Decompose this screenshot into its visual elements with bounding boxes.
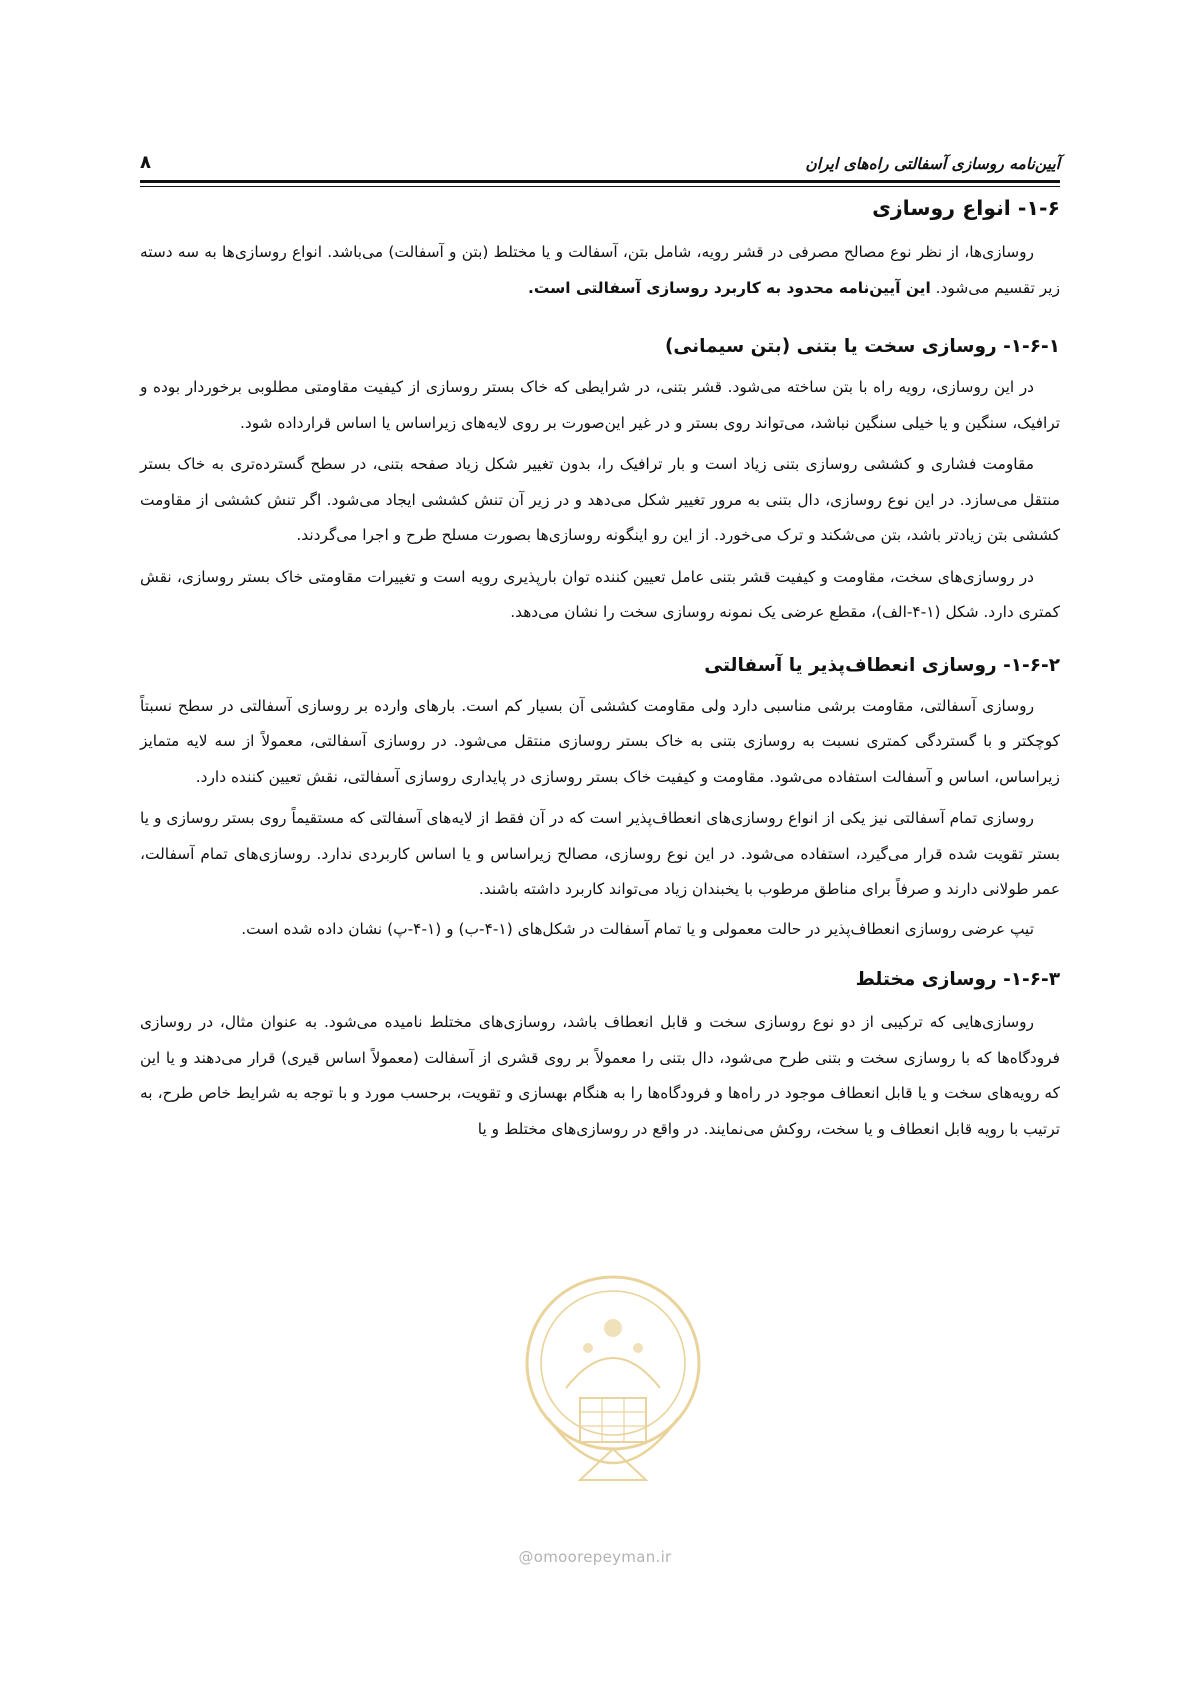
subsection-heading-composite: ۱-۶-۳- روسازی مختلط <box>855 969 1060 990</box>
flexible-paragraph-3: تیپ عرضی روسازی انعطاف‌پذیر در حالت معمولی و یا تمام آسفالت در شکل‌های (۱-۴-ب) و (۱-۴-پ) نشان داده شده است. <box>241 919 1034 938</box>
header-rule-thick <box>140 180 1060 183</box>
page-header <box>140 148 1060 178</box>
subsection-heading-rigid: ۱-۶-۱- روسازی سخت یا بتنی (بتن سیمانی) <box>664 336 1060 357</box>
rigid-paragraph-2: مقاومت فشاری و کششی روسازی بتنی زیاد است و بار ترافیک را، بدون تغییر شکل زیاد صفحه بتنی، در سطح گسترده‌تری به خاک بستر منتقل می‌سازد. در این نوع روسازی، دال بتنی به مرور تغییر شکل می‌دهد و در زیر آن تنش کششی ایجاد می‌شود. اگر تنش کششی از مقاومت کششی بتن زیادتر باشد، بتن می‌شکند و ترک می‌خورد. از این رو اینگونه روسازی‌ها بصورت مسلح طرح و اجرا می‌گردند. <box>140 455 1060 544</box>
intro-paragraph <box>140 235 1060 306</box>
flexible-paragraph-2: روسازی تمام آسفالتی نیز یکی از انواع روسازی‌های انعطاف‌پذیر است که در آن فقط از لایه‌های آسفالتی که مستقیماً روی بستر روسازی و یا بستر تقویت شده قرار می‌گیرد، استفاده می‌شود. در این نوع روسازی، مصالح زیراساس و یا اساس کاربردی ندارد. روسازی‌های تمام آسفالت، عمر طولانی دارند و صرفاً برای مناطق مرطوب با یخبندان زیاد می‌تواند کاربرد داشته باشند. <box>140 809 1060 898</box>
intro-bold-statement: این آیین‌نامه محدود به کاربرد روسازی آسفالتی است. <box>528 278 931 297</box>
page-number: ۸ <box>140 152 151 173</box>
section-heading-pavement-types: ۱-۶- انواع روسازی <box>872 196 1060 220</box>
page-content <box>140 190 1060 1147</box>
rigid-paragraph-3: در روسازی‌های سخت، مقاومت و کیفیت قشر بتنی عامل تعیین کننده توان بارپذیری رویه است و تغییرات مقاومتی خاک بستر روسازی، نقش کمتری دارد. شکل (۱-۴-الف)، مقطع عرضی یک نمونه روسازی سخت را نشان می‌دهد. <box>140 567 1060 621</box>
watermark-site-text: @omoorepeyman.ir <box>518 1548 672 1566</box>
subsection-heading-flexible: ۱-۶-۲- روسازی انعطاف‌پذیر یا آسفالتی <box>704 654 1060 676</box>
header-rule-thin <box>140 186 1060 187</box>
intro-text: روسازی‌ها، از نظر نوع مصالح مصرفی در قشر رویه، شامل بتن، آسفالت و یا مختلط (بتن و آسفالت) می‌باشد. انواع روسازی‌ها به سه دسته زیر تقسیم می‌شود. <box>140 243 1060 297</box>
composite-paragraph-1: روسازی‌هایی که ترکیبی از دو نوع روسازی سخت و قابل انعطاف باشد، روسازی‌های مختلط نامیده می‌شود. به عنوان مثال، در روسازی فرودگاه‌ها که با روسازی سخت و بتنی طرح می‌شود، دال بتنی را معمولاً بر روی قشری از آسفالت (معمولاً اساس قیری) قرار می‌دهند و یا این که رویه‌های سخت و یا قابل انعطاف موجود در راه‌ها و فرودگاه‌ها را به هنگام بهسازی و تقویت، برحسب مورد و با توجه به شرایط خاص طرح، به ترتیب با رویه قابل انعطاف و یا سخت، روکش می‌نمایند. در واقع در روسازی‌های مختلط و یا <box>140 1013 1060 1138</box>
flexible-paragraph-1: روسازی آسفالتی، مقاومت برشی مناسبی دارد ولی مقاومت کششی آن بسیار کم است. بارهای وارده بر روسازی آسفالتی در سطح نسبتاً کوچکتر و با گستردگی کمتری نسبت به روسازی بتنی به خاک بستر روسازی منتقل می‌شود. در روسازی آسفالتی، معمولاً از سه لایه متمایز زیراساس، اساس و آسفالت استفاده می‌شود. مقاومت و کیفیت خاک بستر روسازی در پایداری روسازی آسفالتی، نقش تعیین کننده دارد. <box>140 696 1060 786</box>
running-title: آیین‌نامه روسازی آسفالتی راه‌های ایران <box>805 154 1060 173</box>
rigid-paragraph-1: در این روسازی، رویه راه با بتن ساخته می‌شود. قشر بتنی، در شرایطی که خاک بستر روسازی از کیفیت مقاومتی مطلوبی برخوردار بوده و ترافیک، سنگین و یا خیلی سنگین نباشد، می‌تواند روی بستر و در غیر این‌صورت بر روی لایه‌های زیراساس یا اساس قرارداده شود. <box>140 378 1060 432</box>
watermark-seal-icon <box>518 1268 708 1513</box>
